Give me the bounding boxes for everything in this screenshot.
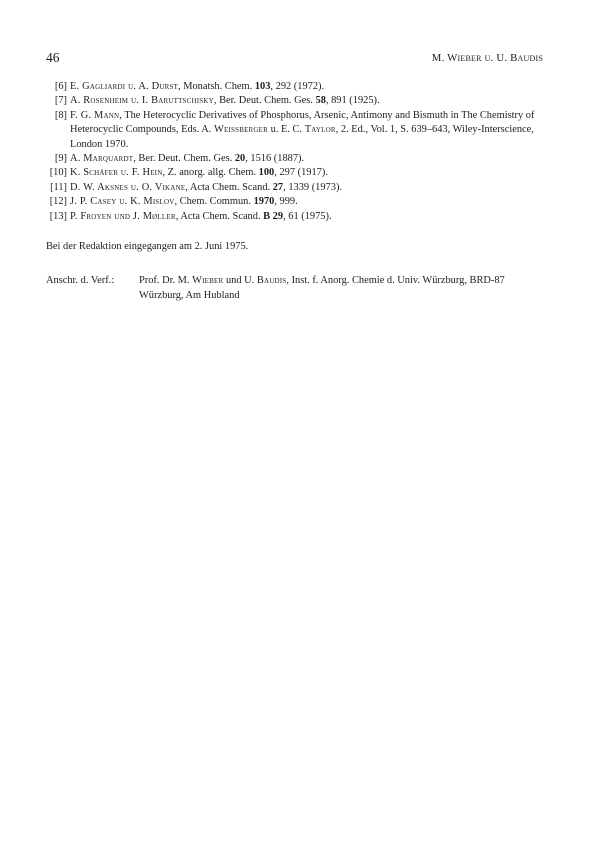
address-joiner: und U. [223,275,257,286]
reference-source: , Monatsh. Chem. [178,81,255,92]
reference-editor: Taylor [304,124,336,136]
reference-source: , Ber. Deut. Chem. Ges. [213,95,316,107]
reference-authors: D. W. Aksnes u. O. Vikane [70,181,186,193]
reference-9 [46,152,546,166]
reference-authors: J. P. Casey u. K. Mislov [70,196,175,208]
reference-6 [46,80,546,94]
reference-source: , Ber. Deut. Chem. Ges. [133,153,235,165]
reference-pages-year: , 61 (1975). [283,210,332,222]
reference-11 [46,181,546,195]
reference-volume: 103 [254,81,271,92]
running-head-authors: M. Wieber u. U. Baudis [431,52,543,64]
reference-text [70,166,546,180]
reference-source: , Chem. Commun. [174,196,254,208]
reference-text [70,109,546,152]
reference-edition-details: , 2. Ed., Vol. 1, S. 639–643, Wiley-Interscience, London 1970. [70,124,534,150]
reference-number: [12] [49,196,67,208]
reference-source: , Acta Chem. Scand. [175,210,264,222]
reference-pages-year: , 999. [274,196,298,208]
reference-text [70,80,546,94]
reference-authors: E. Gagliardi u. A. Durst [70,81,179,92]
reference-volume: B 29 [263,210,284,222]
reference-text [70,181,546,195]
reference-number: [9] [54,153,67,165]
reference-list [46,80,546,224]
reference-source: , Acta Chem. Scand. [185,181,273,193]
reference-volume: 20 [234,153,246,165]
reference-number: [6] [54,81,67,92]
address-label: Anschr. d. Verf.: [46,275,115,286]
reference-source: , The Heterocyclic Derivatives of Phosphorus, Arsenic, Antimony and Bismuth in The Chemistry of Heterocyclic Compounds, Eds. A. [70,109,535,136]
received-date-note: Bei der Redaktion eingegangen am 2. Juni 1975. [46,241,249,252]
reference-number: [10] [49,167,67,179]
reference-number: [7] [54,95,67,107]
reference-13 [46,210,546,224]
reference-number: [8] [54,109,67,121]
reference-volume: 27 [272,181,284,193]
reference-volume: 1970 [253,196,275,208]
reference-pages-year: , 891 (1925). [325,95,380,107]
reference-number: [11] [50,181,67,193]
reference-authors: P. Froyen und J. Møller [70,210,176,222]
reference-volume: 58 [315,95,326,107]
address-institution: , Inst. f. Anorg. Chemie d. Univ. Würzburg, BRD-87 Würzburg, Am Hubland [139,275,505,301]
reference-text [70,210,546,224]
reference-number: [13] [49,210,67,222]
page-number: 46 [46,50,60,65]
reference-volume: 100 [258,167,275,179]
address-title: Prof. Dr. M. [139,275,193,286]
reference-8 [46,109,546,152]
reference-text [70,152,546,166]
address-text [139,273,545,303]
reference-editor-joiner: u. E. C. [268,124,305,136]
reference-pages-year: , 297 (1917). [274,167,328,179]
reference-pages-year: , 292 (1972). [270,81,325,92]
reference-7 [46,94,546,108]
reference-authors: A. Marquardt [70,153,134,165]
reference-editor: Weissberger [214,124,269,136]
reference-authors: K. Schäfer u. F. Hein [70,167,163,179]
reference-authors: F. G. Mann [70,109,120,121]
address-author-1: Wieber [192,275,224,286]
reference-text [70,195,546,209]
reference-pages-year: , 1516 (1887). [245,153,305,165]
reference-12 [46,195,546,209]
reference-source: , Z. anorg. allg. Chem. [162,167,259,179]
reference-10 [46,166,546,180]
reference-pages-year: , 1339 (1973). [283,181,342,193]
running-head [46,50,543,66]
address-author-2: Baudis [256,275,287,286]
reference-text [70,94,546,108]
reference-authors: A. Rosenheim u. I. Baruttschisky [70,95,214,107]
